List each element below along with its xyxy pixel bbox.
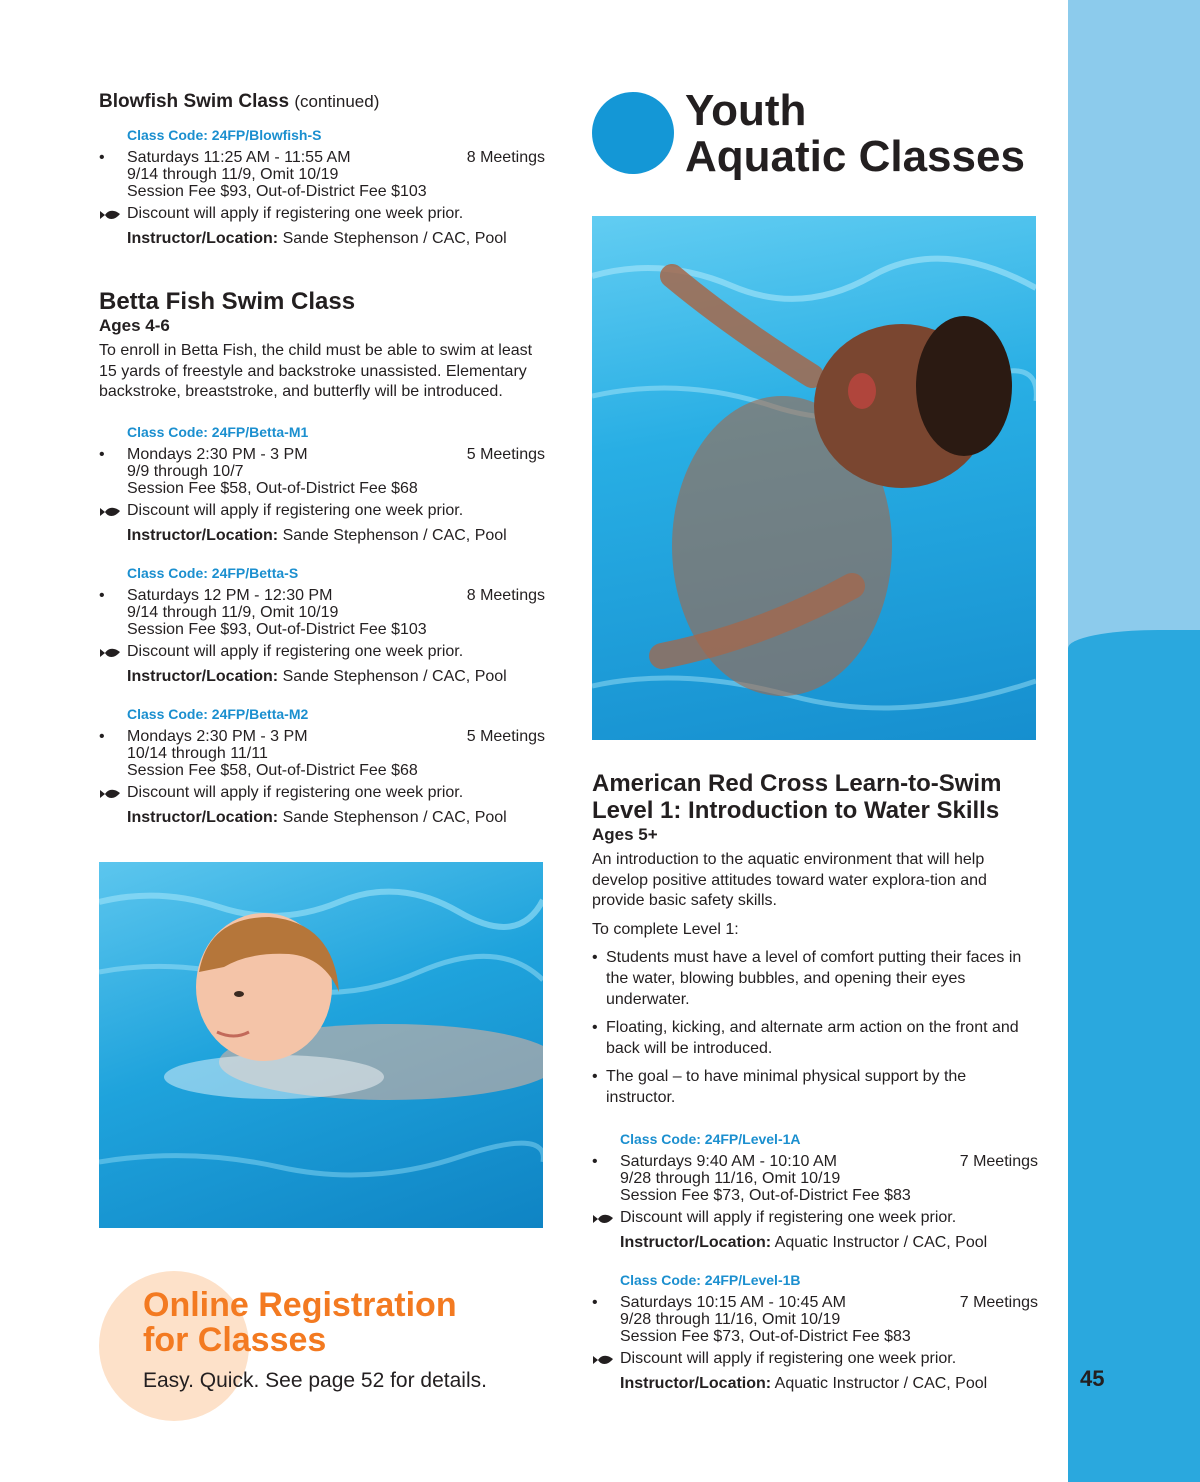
fees: Session Fee $93, Out-of-District Fee $103 (127, 620, 427, 638)
section-dot (592, 92, 674, 174)
fees: Session Fee $58, Out-of-District Fee $68 (127, 479, 418, 497)
fish-icon (99, 505, 121, 519)
schedule-row (99, 728, 545, 745)
registration-title: Online Registration for Classes (143, 1286, 457, 1359)
instructor-location (99, 668, 545, 686)
fish-icon (592, 1212, 614, 1226)
side-band-dark (1068, 630, 1200, 1482)
instructor-value: Sande Stephenson / CAC, Pool (282, 808, 507, 826)
arc-title: American Red Cross Learn-to-Swim Level 1: Introduction to Water Skills (592, 770, 1002, 824)
schedule: Saturdays 11:25 AM - 11:55 AM (127, 149, 351, 166)
instructor-location (592, 1375, 1038, 1393)
bullet-dot: • (592, 1019, 598, 1037)
betta-ages: Ages 4-6 (99, 316, 170, 335)
discount-note: Discount will apply if registering one week prior. (99, 784, 545, 802)
fees: Session Fee $93, Out-of-District Fee $103 (127, 183, 427, 200)
betta-description: To enroll in Betta Fish, the child must be able to swim at least 15 yards of freestyle and backstroke unassisted. Elementary backstroke, breaststroke, and butterfly will be introduced. (99, 342, 533, 401)
class-session (99, 706, 545, 827)
instructor-location (99, 527, 545, 545)
instructor-label: Instructor/Location: (620, 1233, 772, 1251)
list-item: • The goal – to have minimal physical support by the instructor. (592, 1068, 967, 1106)
arc-level1-section (592, 770, 1038, 1393)
schedule-row (99, 149, 545, 166)
class-session (592, 1131, 1038, 1252)
fish-icon (99, 646, 121, 660)
meetings-count: 5 Meetings (466, 445, 545, 463)
schedule-row (592, 1294, 1038, 1311)
page-number: 45 (1080, 1366, 1105, 1391)
class-session (99, 565, 545, 686)
girl-swimming-photo (592, 216, 1036, 740)
bullet-dot: • (99, 149, 105, 166)
schedule: Saturdays 12 PM - 12:30 PM (127, 586, 333, 604)
instructor-location (99, 230, 545, 248)
class-code: Class Code: 24FP/Betta-M1 (127, 423, 309, 440)
schedule: Mondays 2:30 PM - 3 PM (127, 445, 308, 463)
schedule-row (99, 446, 545, 463)
blowfish-continued: (continued) (294, 92, 380, 111)
meetings-count: 7 Meetings (959, 1152, 1038, 1170)
discount-note: Discount will apply if registering one week prior. (592, 1209, 1038, 1227)
betta-section (99, 288, 545, 827)
instructor-label: Instructor/Location: (127, 667, 279, 685)
class-code: Class Code: 24FP/Level-1A (620, 1130, 801, 1147)
arc-complete-label: To complete Level 1: (592, 920, 739, 938)
fish-icon (99, 787, 121, 801)
dates: 9/14 through 11/9, Omit 10/19 (127, 166, 339, 183)
blowfish-heading (99, 91, 545, 113)
class-code: Class Code: 24FP/Level-1B (620, 1271, 801, 1288)
fees: Session Fee $73, Out-of-District Fee $83 (620, 1327, 911, 1345)
schedule-row (99, 587, 545, 604)
fish-icon (99, 208, 121, 222)
schedule: Mondays 2:30 PM - 3 PM (127, 727, 308, 745)
meetings-count: 8 Meetings (466, 149, 545, 166)
discount-note: Discount will apply if registering one week prior. (99, 205, 545, 223)
class-session (99, 424, 545, 545)
instructor-location (592, 1234, 1038, 1252)
bullet-dot: • (592, 1152, 598, 1170)
boy-swimming-illustration (99, 862, 543, 1228)
section-title: Youth Aquatic Classes (685, 86, 1025, 181)
dates: 9/9 through 10/7 (127, 462, 244, 480)
arc-ages: Ages 5+ (592, 825, 658, 844)
instructor-label: Instructor/Location: (127, 808, 279, 826)
meetings-count: 8 Meetings (466, 586, 545, 604)
betta-title: Betta Fish Swim Class (99, 288, 356, 315)
meetings-count: 5 Meetings (466, 727, 545, 745)
class-session (592, 1272, 1038, 1393)
class-code: Class Code: 24FP/Betta-S (127, 564, 299, 581)
dates: 10/14 through 11/11 (127, 744, 268, 762)
instructor-value: Sande Stephenson / CAC, Pool (282, 526, 507, 544)
class-session (99, 127, 545, 248)
bullet-dot: • (592, 1293, 598, 1311)
dates: 9/28 through 11/16, Omit 10/19 (620, 1310, 841, 1328)
dates: 9/14 through 11/9, Omit 10/19 (127, 603, 339, 621)
registration-subtitle: Easy. Quick. See page 52 for details. (143, 1369, 487, 1392)
class-code: Class Code: 24FP/Betta-M2 (127, 705, 309, 722)
discount-note: Discount will apply if registering one week prior. (99, 502, 545, 520)
instructor-value: Aquatic Instructor / CAC, Pool (774, 1233, 988, 1251)
girl-backfloat-illustration (592, 216, 1036, 740)
bullet-dot: • (592, 1068, 598, 1086)
fees: Session Fee $58, Out-of-District Fee $68 (127, 761, 418, 779)
list-item: • Floating, kicking, and alternate arm action on the front and back will be introduced. (592, 1019, 1019, 1057)
left-column (99, 88, 545, 827)
instructor-value: Aquatic Instructor / CAC, Pool (774, 1374, 988, 1392)
list-item: • Students must have a level of comfort putting their faces in the water, blowing bubbles, and opening their eyes underwater. (592, 949, 1022, 1008)
arc-description: An introduction to the aquatic environment that will help develop positive attitudes toward water explora-tion and provide basic safety skills. (592, 851, 987, 910)
instructor-location (99, 809, 545, 827)
arc-requirements-list (592, 948, 1038, 1108)
instructor-value: Sande Stephenson / CAC, Pool (282, 230, 507, 247)
discount-note: Discount will apply if registering one week prior. (592, 1350, 1038, 1368)
schedule: Saturdays 10:15 AM - 10:45 AM (620, 1293, 846, 1311)
instructor-value: Sande Stephenson / CAC, Pool (282, 667, 507, 685)
bullet-dot: • (99, 727, 105, 745)
discount-note: Discount will apply if registering one week prior. (99, 643, 545, 661)
bullet-dot: • (592, 949, 598, 967)
bullet-dot: • (99, 586, 105, 604)
boy-swimming-photo (99, 862, 543, 1228)
instructor-label: Instructor/Location: (127, 230, 279, 247)
instructor-label: Instructor/Location: (620, 1374, 772, 1392)
fees: Session Fee $73, Out-of-District Fee $83 (620, 1186, 911, 1204)
schedule-row (592, 1153, 1038, 1170)
class-code: Class Code: 24FP/Blowfish-S (127, 127, 322, 143)
dates: 9/28 through 11/16, Omit 10/19 (620, 1169, 841, 1187)
meetings-count: 7 Meetings (959, 1293, 1038, 1311)
instructor-label: Instructor/Location: (127, 526, 279, 544)
blowfish-title: Blowfish Swim Class (99, 91, 290, 112)
bullet-dot: • (99, 445, 105, 463)
fish-icon (592, 1353, 614, 1367)
schedule: Saturdays 9:40 AM - 10:10 AM (620, 1152, 838, 1170)
